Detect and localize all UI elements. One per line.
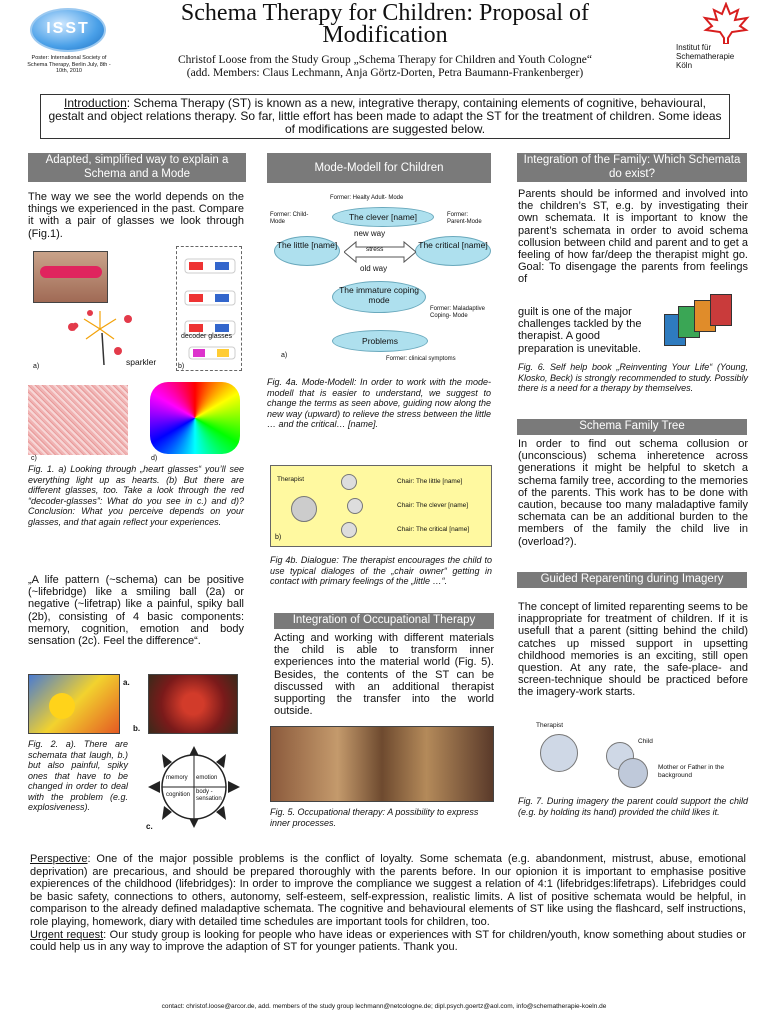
label-a: a): [33, 363, 40, 370]
label-c: c): [31, 455, 37, 462]
color-hexagon-d: [150, 382, 240, 454]
smiling-balls-photo: [28, 674, 120, 734]
poster-title: Schema Therapy for Children: Proposal of Modification: [180, 0, 590, 48]
dialogue-label-b: b): [275, 534, 282, 541]
maple-leaf-icon: [700, 2, 752, 44]
wheel-body-sensation: body - sensation: [196, 789, 222, 802]
col1-heading: Adapted, simplified way to explain a Schema and a Mode: [28, 153, 246, 182]
col3-heading: Integration of the Family: Which Schemata do exist?: [517, 153, 747, 182]
isst-caption: Poster: International Society of Schema Therapy, Berlin July, 8th - 10th, 2010: [27, 55, 111, 74]
decoder-image-c: [28, 385, 128, 455]
dialogue-chair1: Chair: The little [name]: [397, 478, 463, 485]
imagery-therapist: Therapist: [536, 722, 564, 729]
mode-old-way: old way: [360, 264, 388, 273]
label-b: b): [178, 363, 185, 370]
urgent-text: : Our study group is looking for people who have ideas or experiences with ST for children/youth, know something about studies or could help us in any way to improve the adaption of ST for younger patients. Thank you.: [30, 928, 747, 954]
col3-family-tree-text: In order to find out schema collusion or (unconscious) schema inheretence across generations it might be helpful to sketch a schema family tree, according to the memories of the parents. This work has to be done with caution, because too many maladaptive family schemata can be an additional burden to the members of the family the child live in (overload?).: [518, 438, 748, 548]
occupational-therapy-photo: [270, 726, 494, 802]
mode-new-way: new way: [354, 229, 386, 238]
mode-label-a: a): [281, 352, 288, 359]
imagery-parent: Mother or Father in the background: [658, 764, 725, 779]
authors: [120, 54, 650, 80]
mode-immature: [332, 281, 426, 313]
mode-immature-label: The immature coping mode: [339, 285, 419, 305]
parent-chair-icon: [618, 758, 648, 788]
heart-glasses-shape: [40, 266, 102, 278]
mode-former-clinical: Former: clinical symptoms: [386, 356, 456, 362]
col2-heading: Mode-Modell for Children: [267, 153, 491, 183]
mode-former-parent: Former: Parent-Mode: [447, 212, 482, 225]
decoder-glasses-icon: [177, 247, 243, 372]
decoder-glasses-box: [176, 246, 242, 371]
chair3-icon: [341, 522, 357, 538]
therapist-chair-icon: [291, 496, 317, 522]
intro-label: Introduction: [64, 96, 127, 110]
urgent-label: Urgent request: [30, 928, 104, 941]
dialogue-diagram: [270, 465, 492, 547]
perspective-section: [30, 853, 746, 954]
fig4b-caption: Fig 4b. Dialogue: The therapist encourages the child to use typical dialoges of the „chair owner“ getting in contact with primary feelings of the „little …“.: [270, 555, 492, 586]
introduction-box: [40, 94, 730, 139]
imagery-diagram: [518, 720, 748, 792]
mode-stress: stress: [366, 246, 384, 253]
intro-text: : Schema Therapy (ST) is known as a new, integrative therapy, containing elements of cognitive, behavioural, gestalt and object relations therapy. So far, little effort has been made to adapt the ST for the treatment of children. Some ideas of modifications are suggested below.: [48, 96, 722, 136]
chair2-icon: [347, 498, 363, 514]
schema-components-wheel: [146, 744, 242, 830]
perspective-label: Perspective: [30, 853, 88, 865]
dialogue-chair3: Chair: The critical [name]: [397, 526, 470, 533]
mode-former-healthy: Former: Healty Adult- Mode: [330, 195, 404, 201]
col2-occupational-text: Acting and working with different materials the child is able to transform inner experiences into the material world (Fig. 5). Besides, the contents of the ST can be discussed with an additional therapist supporting the transfer into the world outside.: [274, 632, 494, 718]
authors-line2: (add. Members: Claus Lechmann, Anja Görtz-Dorten, Petra Baumann-Frankenberger): [186, 67, 584, 79]
imagery-child: Child: [638, 738, 653, 745]
fig4a-caption: Fig. 4a. Mode-Modell: In order to work with the mode-modell that is easier to understand, we suggest to change the terms as seen above, guiding now along the new way (upward) to relieve the stress between the little … and the critical… [name].: [267, 377, 491, 429]
perspective-text: : One of the major possible problems is the conflict of loyalty. Some schemata (e.g. abandonment, mistrust, abuse, emotional deprivation) are precarious, and should be prepared thoroughly with the parents before. In our opionion it is important to emphasise positive expierences of the childhood (lifebridges): In order to improve the compliance we suggest a relation of 4:1 (lifebridges:lifetraps). Lifebridges could be basic safety, connections to others, autonomy, self-esteem, self-expression, realistic limits. A list of positive schemata would be helpful, in comparison to the already defined maladaptive schemata. The cognitive and behavioural elements of ST like using the flashcard, self instructions, role playing, homework, diary with detailed time schedules are important tools for children, too.: [30, 853, 746, 928]
fig2-label-c: c.: [146, 822, 153, 831]
mode-problems: [332, 330, 428, 352]
fig2-label-b: b.: [133, 724, 141, 733]
col1-paragraph1: The way we see the world depends on the things we experienced in the past. Compare it with a pair of glasses we look through (Fig.1).: [28, 191, 244, 240]
dialogue-chair2: Chair: The clever [name]: [397, 502, 469, 509]
mode-former-child: Former: Child-Mode: [270, 212, 309, 225]
mode-little-label: The little [name]: [276, 240, 338, 250]
mode-former-maladaptive: Former: Maladaptive Coping- Mode: [430, 306, 486, 319]
heart-glasses-photo: [33, 251, 108, 303]
spiky-ball-photo: [148, 674, 238, 734]
fig2-label-a: a.: [123, 678, 130, 687]
mode-critical-label: The critical [name]: [418, 240, 488, 250]
col3-heading3: Guided Reparenting during Imagery: [517, 572, 747, 588]
col1-paragraph2: „A life pattern (~schema) can be positive (~lifebridge) like a smiling ball (2a) or negative (~lifetrap) like a painful, spiky ball (2b), consisting of 4 basic components: memory, cognition, emotion and body sensation (2c). Feel the difference“.: [28, 574, 244, 648]
therapist-chair-icon: [540, 734, 578, 772]
col3-reparenting-text: The concept of limited reparenting seems to be inappropriate for treatment of children. If it is usefull that a parent (sitting behind the child) catches up missed support in upsetting childhood memories is an exciting, still open question. At any rate, the safe-place- and screen-technique should be practiced before the imagery-work starts.: [518, 601, 748, 699]
contact-line: contact: christof.loose@arcor.de, add. members of the study group lechmann@netcologne.de; dipl.psych.goertz@aol.com, info@schematherapie-koeln.de: [161, 1003, 607, 1010]
decoder-glasses-label: decoder glasses: [181, 333, 232, 340]
wheel-cognition: cognition: [166, 792, 191, 798]
label-d: d): [151, 455, 158, 462]
wheel-memory: memory: [166, 775, 188, 781]
fig7-caption: Fig. 7. During imagery the parent could support the child (e.g. by holding its hand) provided the child likes it.: [518, 796, 748, 817]
chair1-icon: [341, 474, 357, 490]
mode-problems-label: Problems: [362, 336, 398, 346]
mode-little: [274, 236, 340, 266]
self-help-books-image: [664, 292, 748, 356]
institute-name: Institut für Schematherapie Köln: [676, 43, 735, 70]
isst-logo-text: ISST: [46, 20, 90, 37]
mode-clever: [332, 207, 434, 227]
fig6-caption: Fig. 6. Self help book „Reinventing Your Life“ (Young, Klosko, Beck) is strongly recommended to study. Possibly there is a need for a therapy by themselves.: [518, 362, 748, 393]
mode-critical: [415, 236, 491, 266]
authors-line1: Christof Loose from the Study Group „Schema Therapy for Children and Youth Cologne“: [177, 54, 593, 66]
smiley-ball-icon: [49, 693, 75, 719]
sparkler-label: sparkler: [126, 357, 157, 367]
dialogue-therapist: Therapist: [277, 476, 305, 483]
mode-clever-label: The clever [name]: [348, 212, 418, 222]
col3-paragraph1b: guilt is one of the major challenges tackled by the therapist. A good preparation is unevitable.: [518, 306, 642, 355]
col3-heading2: Schema Family Tree: [517, 419, 747, 435]
sparkler-hearts-icon: [60, 305, 140, 365]
wheel-emotion: emotion: [196, 775, 218, 781]
book-icon: [710, 294, 732, 326]
fig5-caption: Fig. 5. Occupational therapy: A possibility to express inner processes.: [270, 807, 479, 828]
col2-heading2: Integration of Occupational Therapy: [274, 613, 494, 629]
fig1-caption: Fig. 1. a) Looking through „heart glasses“ you’ll see everything light up as hearts. (b) But there are different glasses, too. Take a look through the red “decoder-glasses”: What do you see in c.) and d)? Conclusion: What you perceive depends on your glasses, and that again reflect your experiences.: [28, 464, 244, 527]
fig2-caption: Fig. 2. a). There are schemata that laugh, b.) but also painful, spiky ones that have to be changed in order to deal with the problem (e.g. explosiveness).: [28, 739, 128, 812]
col3-paragraph1a: Parents should be informed and involved into the children’s ST, e.g. by investigating their own schemata. It is important to know the parent’s schemata in order to avoid schema collusion between child and parent and to get a feeling of how far/deep the therapist might go. Goal: To disengage the parents from feelings of: [518, 188, 748, 286]
